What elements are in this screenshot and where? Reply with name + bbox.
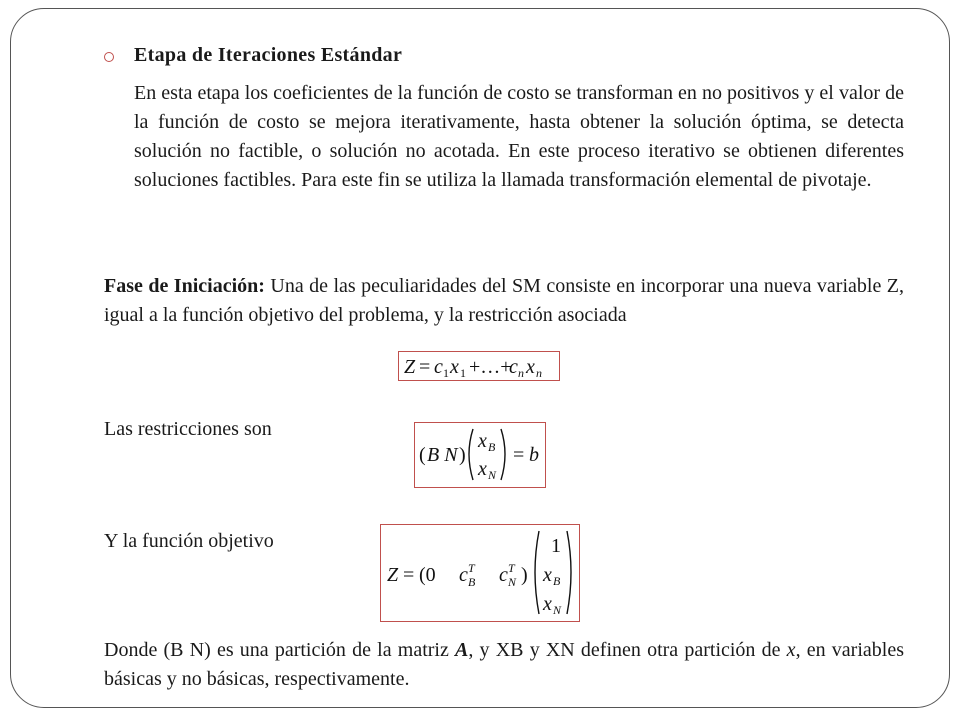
objective-label: Y la función objetivo <box>104 530 274 552</box>
svg-text:b: b <box>529 444 539 466</box>
svg-text:c: c <box>499 564 508 586</box>
equation-objective <box>380 524 580 622</box>
svg-text:+…+: +…+ <box>469 356 512 378</box>
svg-text:1: 1 <box>551 535 561 557</box>
section-heading: Etapa de Iteraciones Estándar <box>134 44 403 66</box>
svg-text:1: 1 <box>460 366 466 379</box>
svg-text:c: c <box>459 564 468 586</box>
initiation-paragraph <box>104 272 904 330</box>
svg-text:T: T <box>508 561 515 575</box>
svg-text:=: = <box>403 564 415 586</box>
svg-text:x: x <box>478 458 487 480</box>
closing-paragraph <box>104 636 904 694</box>
svg-text:N: N <box>553 603 562 617</box>
svg-text:=: = <box>513 444 525 466</box>
svg-text:x: x <box>543 564 552 586</box>
section-paragraph: En esta etapa los coeficientes de la función de costo se transforman en no positivos y el valor de la función de costo se mejora iterativamente, hasta obtener la solución óptima, se detecta solución no factible, o solución no acotada. En este proceso iterativo se obtienen diferentes soluciones factibles. Para este fin se utiliza la llamada transformación elemental de pivotaje. <box>134 82 904 191</box>
svg-text:(0: (0 <box>419 564 436 586</box>
svg-text:n: n <box>536 366 542 379</box>
svg-text:): ) <box>459 444 466 466</box>
svg-text:Z: Z <box>404 356 416 378</box>
closing-text-1: Donde (B N) es una partición de la matriz <box>104 639 456 661</box>
svg-text:B: B <box>553 574 561 588</box>
svg-text:T: T <box>468 561 475 575</box>
svg-text:n: n <box>518 366 524 379</box>
equation-restrictions <box>414 422 546 488</box>
vector-x: x <box>786 639 796 661</box>
svg-text:x: x <box>450 356 459 378</box>
svg-text:N: N <box>488 468 497 482</box>
svg-text:B: B <box>488 440 496 454</box>
restrictions-label: Las restricciones son <box>104 418 272 440</box>
matrix-a: A <box>455 639 469 661</box>
svg-text:): ) <box>521 564 528 586</box>
svg-text:c: c <box>434 356 443 378</box>
svg-text:x: x <box>478 430 487 452</box>
closing-text-2: , y XB y XN definen otra partición de <box>468 639 787 661</box>
svg-text:x: x <box>543 593 552 615</box>
svg-text:N: N <box>508 575 517 589</box>
svg-text:=: = <box>419 356 431 378</box>
svg-text:(: ( <box>419 444 426 466</box>
svg-text:B: B <box>468 575 476 589</box>
initiation-label: Fase de Iniciación: <box>104 275 265 297</box>
initiation-text: Una de las peculiaridades del SM consiste en incorporar una nueva variable Z, igual a la función objetivo del problema, y la restricción asociada <box>104 275 904 326</box>
svg-text:B N: B N <box>427 444 458 466</box>
svg-text:c: c <box>509 356 518 378</box>
closing-text-3: , en variables básicas y no básicas, respectivamente. <box>104 639 904 690</box>
circle-bullet-icon <box>104 52 114 62</box>
equation-z-definition <box>398 351 560 381</box>
svg-text:Z: Z <box>387 564 399 586</box>
svg-text:x: x <box>526 356 535 378</box>
svg-text:1: 1 <box>443 366 449 379</box>
